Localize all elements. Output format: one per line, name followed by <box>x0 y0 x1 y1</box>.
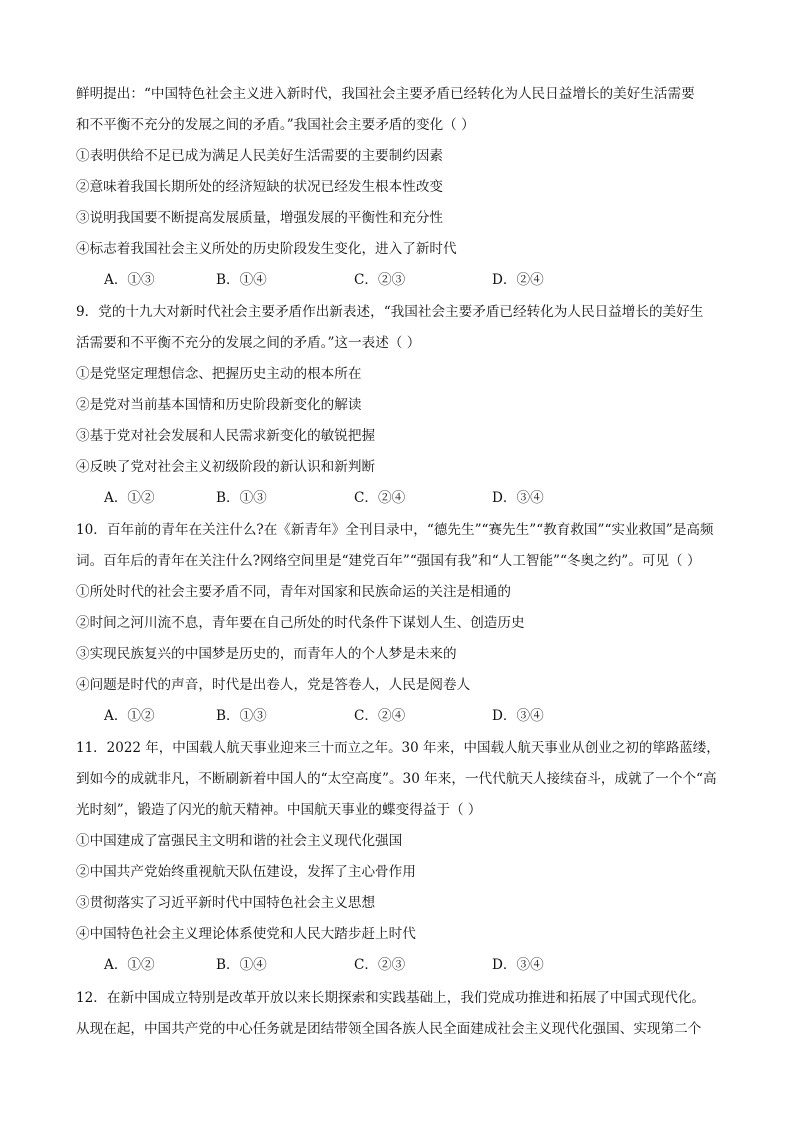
q11-option-c[interactable]: C．②③ <box>354 957 406 973</box>
q9-stem-line-2: 活需要和不平衡不充分的发展之间的矛盾。”这一表述（ ） <box>76 335 421 351</box>
q9-statement-1: ①是党坚定理想信念、把握历史主动的根本所在 <box>76 366 362 382</box>
q8-option-d[interactable]: D．②④ <box>492 272 544 288</box>
q11-statement-4: ④中国特色社会主义理论体系使党和人民大踏步赶上时代 <box>76 926 416 942</box>
q10-statement-1: ①所处时代的社会主要矛盾不同，青年对国家和民族命运的关注是相通的 <box>76 584 511 600</box>
q10-statement-2: ②时间之河川流不息，青年要在自己所处的时代条件下谋划人生、创造历史 <box>76 615 525 631</box>
q10-statement-3: ③实现民族复兴的中国梦是历史的，而青年人的个人梦是未来的 <box>76 646 457 662</box>
q9-option-d[interactable]: D．③④ <box>492 490 544 506</box>
q10-option-d[interactable]: D．③④ <box>492 708 544 724</box>
q9-statement-4: ④反映了党对社会主义初级阶段的新认识和新判断 <box>76 459 376 475</box>
q11-option-b[interactable]: B．①④ <box>216 957 267 973</box>
q11-statement-2: ②中国共产党始终重视航天队伍建设，发挥了主心骨作用 <box>76 864 416 880</box>
q8-option-c[interactable]: C．②③ <box>354 272 406 288</box>
q9-option-b[interactable]: B．①③ <box>216 490 267 506</box>
q11-option-a[interactable]: A．①② <box>104 957 155 973</box>
q10-option-c[interactable]: C．②④ <box>354 708 406 724</box>
q9-stem-line-1: 9．党的十九大对新时代社会主要矛盾作出新表述，“我国社会主要矛盾已经转化为人民日益增长的美好生 <box>76 304 704 320</box>
q10-option-a[interactable]: A．①② <box>104 708 155 724</box>
q9-option-c[interactable]: C．②④ <box>354 490 406 506</box>
q12-stem-line-2: 从现在起，中国共产党的中心任务就是团结带领全国各族人民全面建成社会主义现代化强国、实现第二个 <box>76 1021 702 1037</box>
q10-statement-4: ④问题是时代的声音，时代是出卷人，党是答卷人，人民是阅卷人 <box>76 677 471 693</box>
q8-statement-4: ④标志着我国社会主义所处的历史阶段发生变化，进入了新时代 <box>76 241 457 257</box>
q8-option-b[interactable]: B．①④ <box>216 272 267 288</box>
q8-stem-line-1: 鲜明提出：“中国特色社会主义进入新时代，我国社会主要矛盾已经转化为人民日益增长的美好生活需要 <box>76 86 695 102</box>
q11-statement-1: ①中国建成了富强民主文明和谐的社会主义现代化强国 <box>76 833 403 849</box>
q11-option-d[interactable]: D．③④ <box>492 957 544 973</box>
q11-stem-line-1: 11．2022 年，中国载人航天事业迎来三十而立之年。30 年来，中国载人航天事业从创业之初的筚路蓝缕， <box>76 740 720 756</box>
q11-statement-3: ③贯彻落实了习近平新时代中国特色社会主义思想 <box>76 895 376 911</box>
q9-statement-3: ③基于党对社会发展和人民需求新变化的敏锐把握 <box>76 428 376 444</box>
q12-stem-line-1: 12．在新中国成立特别是改革开放以来长期探索和实践基础上，我们党成功推进和拓展了中国式现代化。 <box>76 990 706 1006</box>
q8-statement-2: ②意味着我国长期所处的经济短缺的状况已经发生根本性改变 <box>76 179 444 195</box>
q8-statement-1: ①表明供给不足已成为满足人民美好生活需要的主要制约因素 <box>76 148 444 164</box>
q10-stem-line-2: 词。百年后的青年在关注什么?网络空间里是“建党百年”“强国有我”和“人工智能”“冬奥之约”。可见（ ） <box>76 553 701 569</box>
q8-option-a[interactable]: A．①③ <box>104 272 155 288</box>
q9-option-a[interactable]: A．①② <box>104 490 155 506</box>
q10-option-b[interactable]: B．①③ <box>216 708 267 724</box>
q8-stem-line-2: 和不平衡不充分的发展之间的矛盾。”我国社会主要矛盾的变化（ ） <box>76 117 475 133</box>
q10-stem-line-1: 10．百年前的青年在关注什么?在《新青年》全刊目录中，“德先生”“赛先生”“教育救国”“实业救国”是高频 <box>76 522 714 538</box>
q11-stem-line-3: 光时刻”，锻造了闪光的航天精神。中国航天事业的蝶变得益于（ ） <box>76 802 482 818</box>
q8-statement-3: ③说明我国要不断提高发展质量，增强发展的平衡性和充分性 <box>76 210 444 226</box>
q11-stem-line-2: 到如今的成就非凡，不断刷新着中国人的“太空高度”。30 年来，一代代航天人接续奋斗，成就了一个个“高 <box>76 771 717 787</box>
q9-statement-2: ②是党对当前基本国情和历史阶段新变化的解读 <box>76 397 362 413</box>
